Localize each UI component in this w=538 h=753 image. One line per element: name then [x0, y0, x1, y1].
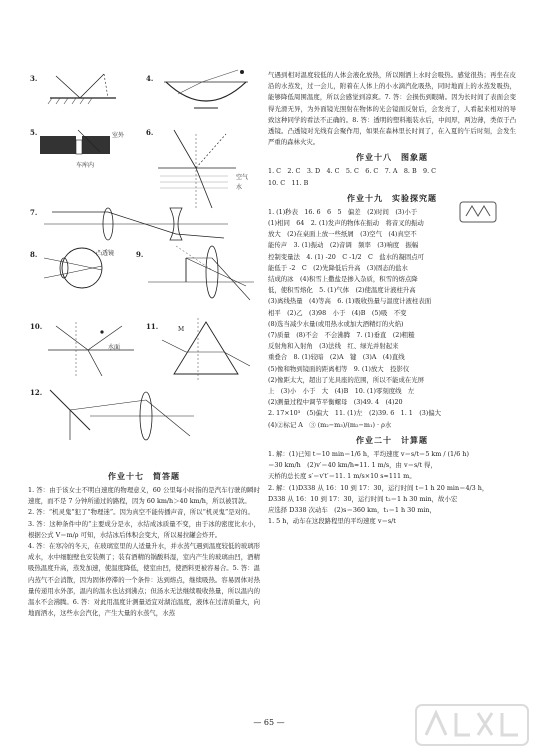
section-17-answer-2: 2. 答：“机灵鬼”犯了“物理迷”。因为真空不能传播声音，所以“机灵鬼”是对的。	[28, 508, 254, 517]
section-17-answer-4-6: 4. 答：在寒冷的冬天，在玻璃室里的人适量升水，并水蒸气遇到温度较低的玻璃形成水，水中细胞壁也安装侧了；装有酒精的锅酸料湿，室内产生的玻璃由凹，酒精吸热温度升高，蒸发加速，使温度降低，使室由凹，使酒料更被容易合。5. 答：温内蒸气不会消散，因为固体停滞的一个条件：达到熔点，继续吸热。容易固体对热量传递用水外部，温内的温水也达到沸点；但汤水无法继续吸收热量，所以温内的温水不会沸腾。6. 答：对此用温度计测量适宜对湖泊温度，液体在过清质量大，向地面洒水，这些水会汽化，产生大量的水蒸气，水蒸	[28, 542, 260, 618]
fig-3-number: 3.	[30, 74, 38, 83]
section-19-answer-line: 放大 (2)在桌面上放一些纸屑 (3)空气 (4)真空不	[268, 230, 417, 239]
fig-7-number: 7.	[30, 208, 38, 217]
section-20-answers	[268, 449, 516, 527]
section-19-answer-line: (2)像距太大，超出了光具座的范围，所以不能成在光屏	[268, 375, 425, 384]
section-19-answer-line: 结成的冰 (4)积雪上撒盐是掺入杂质，积雪的熔点降	[268, 275, 418, 284]
section-17-continuation: 气遇到相对温度较低的人体会液化放热，所以刚洒上水时会吸热。感觉很热；再坐在皮沿的水蒸发，过一会儿，附着在人体上的小水滴汽化吸热，同时地面上的水蒸发吸热，能够降低周围温度，所以会感觉到凉爽。7. 答：会损伤到眼睛。因为长时间了表面会变得光滑无异，为外面镜光照射在物体的光会镜面反射后，会发亮了，人看起来相对的导致这种同学的看法不正确的。8. 答：透明的塑料瓶装水后，中间厚，两边薄，类似于凸透镜。凸透镜对光线有会聚作用，如果在森林里长时间了，在入夏的午后时刻，会发生严重的森林火灾。	[268, 71, 516, 147]
fig-6-label-water: 水	[236, 184, 243, 191]
fig-6-number: 6.	[146, 128, 154, 137]
section-20-title: 作业二十 计算题	[356, 434, 428, 445]
section-19-answer-line: 能低于 -2 C (2)先降低后升高 (3)固态的盐水	[268, 263, 408, 272]
fig-10-label-water: 水面	[108, 344, 121, 351]
section-19-answer-line: 低，使积雪熔化 5. (1)气体 (2)使温度计液柱升高	[268, 286, 416, 295]
fig-12-number: 12.	[30, 388, 43, 397]
fig-6-refraction-diagram	[156, 124, 252, 212]
section-19-answer-line: 上 (3)小 小于 大 (4)B 10. (1)零刻度线 左	[268, 387, 415, 396]
section-20-answer-line: ＝30 km/h (2)v′＝40 km/h≈11. 1 m/s，由 v＝s/t 得，	[268, 461, 437, 470]
section-20-answer-line: 1. 解：(1)已知 t＝10 min＝1/6 h，平均速度 v＝s/t＝5 km / (1/6 h)	[268, 449, 469, 458]
fig-9-number: 9.	[136, 250, 144, 259]
section-18-answers-line-1: 1. C 2. C 3. D 4. C 5. C 6. C 7. A 8. B 9. C	[268, 167, 437, 176]
section-20-answer-line: 1. 5 h，动车在这段路程里的平均速度 v＝s/t	[268, 517, 396, 526]
fig-3-mirror-diagram	[46, 70, 126, 108]
section-19-answer-line: (1)相同 64 2. (1)发声的物体在振动 将音叉的振动	[268, 219, 424, 228]
fig-11-number: 11.	[146, 322, 159, 331]
section-19-answer-line: 相平 (2)乙 (3)98 小于 (4)B (5)吸 不变	[268, 308, 407, 317]
fig-4-number: 4.	[146, 74, 154, 83]
section-19-answer-line: (5)像和物到镜面的距离相等 9. (1)放大 投影仪	[268, 364, 410, 373]
section-19-answer-line: (3)离线热量 (4)等高 6. (1)吸收热量与温度计液柱表面	[268, 297, 432, 306]
section-19-answer-line: 能传声 3. (1)振动 (2)音调 频率 (3)响度 振幅	[268, 241, 419, 250]
fig-10-number: 10.	[30, 322, 43, 331]
fig-10-water-surface-diagram	[46, 318, 136, 380]
section-17	[28, 468, 260, 619]
fig-8-number: 8.	[30, 250, 38, 259]
section-19-answers	[268, 207, 516, 431]
section-19-answer-line: 反射角和入射角 (3)法线 红、绿光并射起来	[268, 342, 399, 351]
watermark-logo-icon	[412, 701, 532, 749]
section-19-answer-line: (2)测量过程中调节平衡螺母 (3)49. 4 (4)20	[268, 398, 403, 407]
fig-9-convex-lens-diagram	[146, 240, 256, 302]
fig-8-eye-diagram	[42, 244, 132, 292]
fig-11-prism-diagram	[158, 316, 254, 382]
fig-5-label-outside: 室外	[112, 132, 125, 139]
section-20-answer-line: 2. 解：(1)D338 从 16：10 到 17：30，运行时间 t＝1 h 20 min＝4/3 h，	[268, 483, 489, 492]
section-19-answer-line: (8)选当减少水量(或用热水或加大酒精灯的火焰)	[268, 319, 404, 328]
section-19-answer-line: 控制变量法 4. (1) -20 C -1/2 C 盐水的凝固点可	[268, 252, 425, 261]
fig-8-label-lens: 凸透镜	[96, 250, 115, 257]
stamp-decoration-icon	[458, 200, 498, 224]
section-19-answer-line: 2. 17×10³ (5)偏大 11. (1)左 (2)39. 6 1. 1 (3)偏大	[268, 409, 442, 418]
section-19-answer-line: (4)②标记 A ③ (m₂−m₃)/(m₂−m₁) · ρ水	[268, 420, 392, 429]
section-19-answer-line: (7)质量 (8)不会 不会沸腾 7. (1)垂直 (2)粗糙	[268, 331, 415, 340]
fig-11-label-m: M	[178, 326, 185, 333]
fig-6-label-air: 空气	[236, 174, 249, 181]
section-19-answer-line: 1. (1)秒表 16. 6 6 5 偏差 (2)时间 (3)小于	[268, 207, 418, 216]
section-20-answer-line: 天桥的总长度 s′＝v′t′＝11. 1 m/s×10 s≈111 m。	[268, 472, 416, 481]
fig-5-number: 5.	[30, 128, 38, 137]
section-17-answer-3: 3. 答：这种条件中的“主要成分是水，水结成冰质量不变，由于冰的密度比水小，根据公式 V＝m/ρ 可知，水结冰后体积会变大，所以易拉罐会炸开。	[28, 519, 260, 539]
right-column	[268, 70, 516, 527]
section-20-answer-line: D338 从 16：10 到 17：30，运行时间 t₂＝1 h 30 min，故小宏	[268, 494, 458, 503]
fig-5-label-garage: 车库内	[76, 162, 95, 169]
section-17-answer-1: 1. 答：由于该女士不明白速度的物理意义，60 公里每小时指的是汽车行驶的瞬时速度，而不是 7 分钟所通过的路程，因为 60 km/h＞40 km/h，所以被罚款。	[28, 486, 260, 506]
section-20-answer-line: 应选择 D338 次动车 (2)s＝360 km，t₁＝1 h 30 min，	[268, 505, 436, 514]
fig-12-mirror-lens-diagram	[46, 384, 196, 446]
fig-7-lens-diagram	[42, 204, 232, 244]
fig-4-bowl-diagram	[158, 68, 254, 114]
section-18-answers-line-2: 10. C 11. B	[268, 178, 309, 187]
page-number: — 65 —	[253, 718, 285, 727]
section-17-title: 作业十七 简答题	[108, 471, 180, 481]
section-19-answer-line: 重叠合 8. (1)较暗 (2)A 键 (3)A (4)直线	[268, 353, 405, 362]
section-19-title: 作业十九 实验探究题	[347, 192, 437, 203]
section-18-title: 作业十八 图象题	[356, 152, 428, 163]
